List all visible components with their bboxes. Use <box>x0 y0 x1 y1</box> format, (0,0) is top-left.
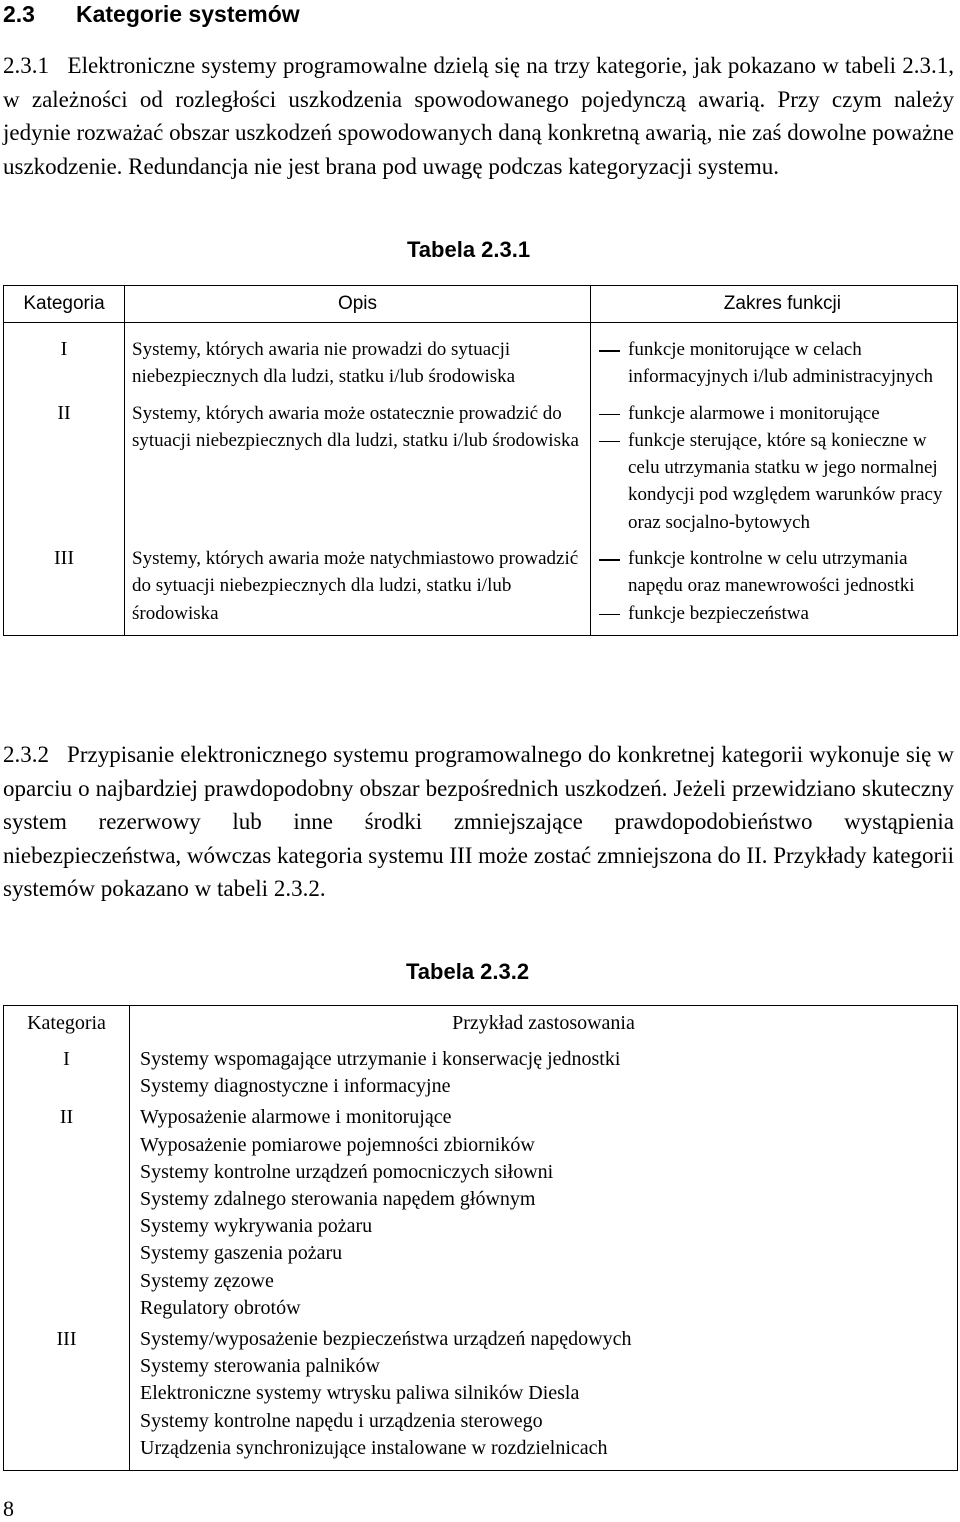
function-item: funkcje kontrolne w celu utrzymania napędu oraz manewrowości jednostki <box>591 545 957 600</box>
function-item: funkcje alarmowe i monitorujące <box>591 400 957 427</box>
examples-cell <box>130 1041 958 1100</box>
paragraph-number: 2.3.1 <box>3 53 49 78</box>
example-item: Systemy sterowania palników <box>140 1355 380 1378</box>
category-cell: III <box>4 536 125 635</box>
function-item: funkcje monitorujące w celach informacyjnych i/lub administracyjnych <box>591 336 957 391</box>
column-header: Opis <box>125 286 591 323</box>
example-item: Regulatory obrotów <box>140 1296 301 1319</box>
paragraph-text: Elektroniczne systemy programowalne dzielą się na trzy kategorie, jak pokazano w tabeli 2.3.1, w zależności od rozległości uszkodzenia spowodowanego pojedynczą awarią. Przy czym należy jedynie rozważać obszar uszkodzeń spowodowanych daną konkretną awarią, nie zaś dowolne poważne uszkodzenie. Redundancja nie jest brana pod uwagę podczas kategoryzacji systemu. <box>3 53 954 179</box>
example-item: Urządzenia synchronizujące instalowane w rozdzielnicach <box>140 1436 608 1459</box>
functions-cell <box>591 391 958 536</box>
example-item: Systemy gaszenia pożaru <box>140 1242 343 1265</box>
table-row <box>4 536 958 635</box>
table-caption: Tabela 2.3.2 <box>406 959 530 984</box>
function-item: funkcje sterujące, które są konieczne w celu utrzymania statku w jego normalnej kondycji pod względem warunków pracy oraz socjalno-bytowych <box>591 427 957 536</box>
paragraph-2-3-2 <box>3 738 954 906</box>
paragraph-number: 2.3.2 <box>3 742 49 767</box>
column-header: Kategoria <box>4 1006 130 1042</box>
example-item: Systemy wspomagające utrzymanie i konserwację jednostki <box>140 1048 621 1070</box>
table-header-row <box>4 1006 958 1042</box>
functions-cell <box>591 536 958 635</box>
examples-cell <box>130 1100 958 1322</box>
description-cell: Systemy, których awaria nie prowadzi do sytuacji niebezpiecznych dla ludzi, statku i/lub środowiska <box>125 323 591 391</box>
category-cell: II <box>4 391 125 536</box>
column-header: Zakres funkcji <box>591 286 958 323</box>
table-row <box>4 1100 958 1322</box>
table-header-row <box>4 286 958 323</box>
example-item: Systemy kontrolne napędu i urządzenia sterowego <box>140 1409 543 1432</box>
example-item: Wyposażenie alarmowe i monitorujące <box>140 1106 452 1129</box>
paragraph-2-3-1 <box>3 49 954 183</box>
table-row <box>4 323 958 391</box>
table-row <box>4 1041 958 1100</box>
function-item: funkcje bezpieczeństwa <box>591 600 957 627</box>
example-item: Elektroniczne systemy wtrysku paliwa silników Diesla <box>140 1382 580 1405</box>
section-heading <box>3 0 300 28</box>
examples-table <box>3 1005 958 1471</box>
section-number: 2.3 <box>3 1 35 27</box>
functions-cell <box>591 323 958 391</box>
table-caption: Tabela 2.3.1 <box>407 237 531 262</box>
description-cell: Systemy, których awaria może natychmiastowo prowadzić do sytuacji niebezpiecznych dla ludzi, statku i/lub środowiska <box>125 536 591 635</box>
example-item: Systemy diagnostyczne i informacyjne <box>140 1075 451 1098</box>
example-item: Wyposażenie pomiarowe pojemności zbiorników <box>140 1133 535 1156</box>
examples-cell <box>130 1322 958 1471</box>
category-cell: I <box>4 323 125 391</box>
section-title: Kategorie systemów <box>76 1 300 27</box>
category-cell: III <box>4 1322 130 1471</box>
column-header: Kategoria <box>4 286 125 323</box>
example-item: Systemy zęzowe <box>140 1269 274 1292</box>
category-cell: II <box>4 1100 130 1322</box>
example-item: Systemy wykrywania pożaru <box>140 1215 373 1238</box>
example-item: Systemy kontrolne urządzeń pomocniczych siłowni <box>140 1160 554 1183</box>
page-number: 8 <box>3 1496 14 1521</box>
table-row <box>4 1322 958 1471</box>
example-item: Systemy/wyposażenie bezpieczeństwa urządzeń napędowych <box>140 1328 632 1351</box>
category-cell: I <box>4 1041 130 1100</box>
example-item: Systemy zdalnego sterowania napędem głównym <box>140 1188 536 1211</box>
column-header: Przykład zastosowania <box>130 1006 958 1042</box>
categories-table <box>3 285 958 636</box>
paragraph-text: Przypisanie elektronicznego systemu programowalnego do konkretnej kategorii wykonuje się w oparciu o najbardziej prawdopodobny obszar bezpośrednich uszkodzeń. Jeżeli przewidziano skuteczny system rezerwowy lub inne środki zmniejszające prawdopodobieństwo wystąpienia niebezpieczeństwa, wówczas kategoria systemu III może zostać zmniejszona do II. Przykłady kategorii systemów pokazano w tabeli 2.3.2. <box>3 742 954 902</box>
description-cell: Systemy, których awaria może ostatecznie prowadzić do sytuacji niebezpiecznych dla ludzi, statku i/lub środowiska <box>125 391 591 536</box>
table-row <box>4 391 958 536</box>
